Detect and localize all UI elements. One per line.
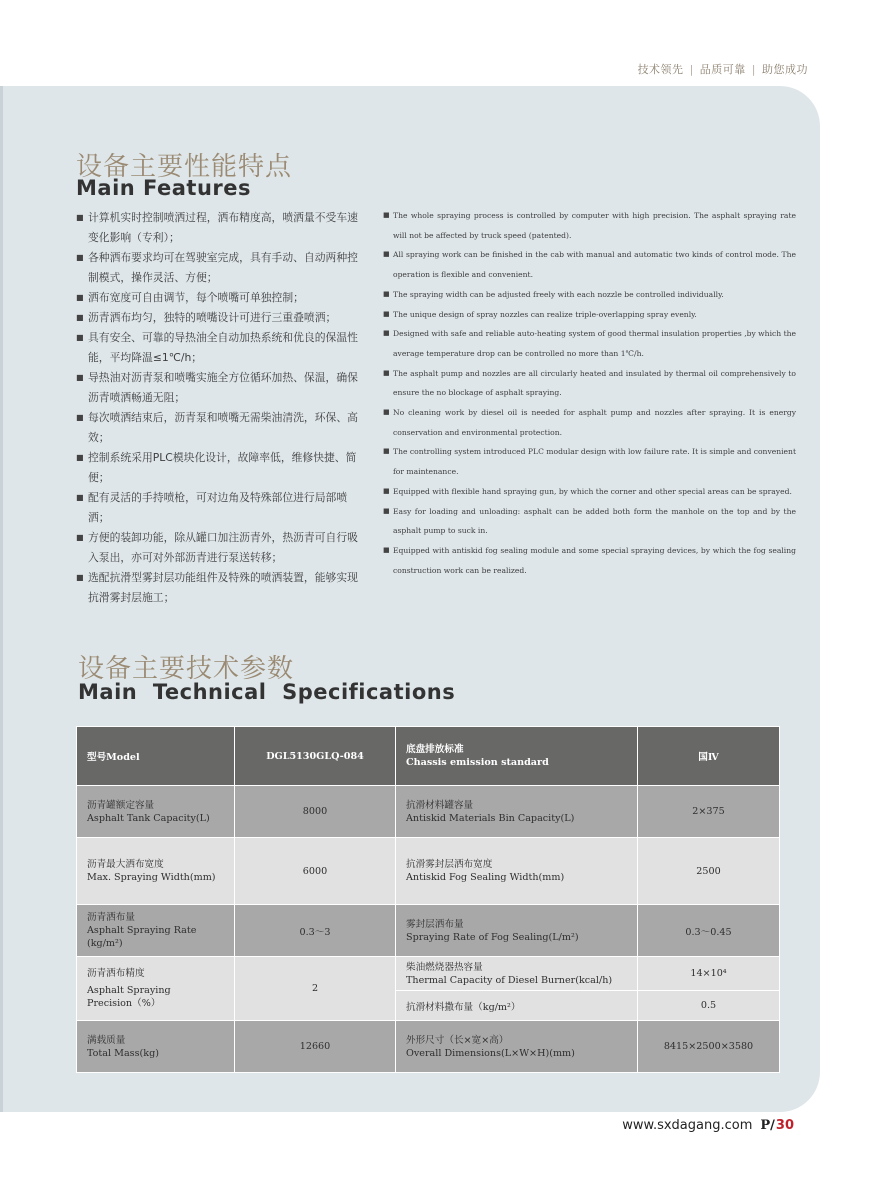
emission-label-en: Chassis emission standard bbox=[406, 757, 549, 768]
spec-value: 12660 bbox=[235, 1021, 396, 1073]
spec-label bbox=[396, 1021, 638, 1073]
feature-item-en: ■ Easy for loading and unloading: asphalt can be added both form the manhole on the top and by the asphalt pump to suck in. bbox=[383, 502, 796, 541]
feature-item-en: ■ The unique design of spray nozzles can realize triple-overlapping spray evenly. bbox=[383, 305, 796, 325]
spec-label-cn: 满载质量 bbox=[87, 1034, 126, 1046]
spec-label bbox=[396, 786, 638, 838]
spec-label-cn: 抗滑材料罐容量 bbox=[406, 799, 474, 811]
table-header-row bbox=[77, 727, 780, 786]
feature-item-en: ■ Designed with safe and reliable auto-heating system of good thermal insulation properties ,by which the average temperature drop can be controlled no more than 1℃/h. bbox=[383, 324, 796, 363]
spec-label bbox=[77, 1021, 235, 1073]
specs-title-en: Main Technical Specifications bbox=[78, 680, 456, 704]
spec-value: 8000 bbox=[235, 786, 396, 838]
table-row bbox=[77, 838, 780, 905]
spec-label bbox=[396, 957, 638, 991]
spec-label-en: Asphalt Spraying bbox=[87, 985, 171, 996]
brand-logo: P/ bbox=[760, 1118, 775, 1133]
tagline bbox=[638, 61, 808, 77]
spec-label-cn: 抗滑雾封层洒布宽度 bbox=[406, 859, 493, 870]
feature-item-en: ■ The spraying width can be adjusted freely with each nozzle be controlled individually. bbox=[383, 285, 796, 305]
feature-item-cn: ■ 配有灵活的手持喷枪，可对边角及特殊部位进行局部喷洒； bbox=[76, 488, 368, 528]
spec-label-en: Asphalt Spraying Rate bbox=[87, 925, 197, 936]
spec-label bbox=[396, 838, 638, 905]
features-list-cn bbox=[76, 208, 368, 608]
tagline-item: 品质可靠 bbox=[699, 63, 746, 76]
spec-label bbox=[77, 786, 235, 838]
spec-label-cn: 沥青最大洒布宽度 bbox=[87, 859, 164, 870]
page-footer bbox=[622, 1118, 794, 1133]
feature-item-cn: ■ 计算机实时控制喷洒过程，洒布精度高，喷洒量不受车速变化影响（专利）； bbox=[76, 208, 368, 248]
spec-label-en: Spraying Rate of Fog Sealing(L/m²) bbox=[406, 931, 579, 943]
spec-value: 14×10⁴ bbox=[638, 957, 780, 991]
spec-label-en: Thermal Capacity of Diesel Burner(kcal/h) bbox=[406, 974, 613, 986]
spec-value: 0.3～3 bbox=[235, 905, 396, 957]
spec-label-en: Overall Dimensions(L×W×H)(mm) bbox=[406, 1047, 575, 1059]
spec-label bbox=[77, 905, 235, 957]
spec-value: 2 bbox=[235, 957, 396, 1021]
spec-value: 0.3～0.45 bbox=[638, 905, 780, 957]
tagline-item: 技术领先 bbox=[637, 63, 684, 76]
spec-label-en: Asphalt Tank Capacity(L) bbox=[87, 812, 210, 824]
feature-item-cn: ■ 洒布宽度可自由调节，每个喷嘴可单独控制； bbox=[76, 288, 368, 308]
table-row bbox=[77, 1021, 780, 1073]
feature-item-cn: ■ 导热油对沥青泵和喷嘴实施全方位循环加热、保温，确保沥青喷洒畅通无阻； bbox=[76, 368, 368, 408]
header-emission-label bbox=[396, 727, 638, 786]
table-row bbox=[77, 786, 780, 838]
features-title-en: Main Features bbox=[76, 176, 252, 200]
spec-value: 2500 bbox=[638, 838, 780, 905]
spec-label bbox=[77, 838, 235, 905]
page-number: 30 bbox=[775, 1118, 794, 1133]
header-emission-value: 国Ⅳ bbox=[638, 727, 780, 786]
specifications-table bbox=[76, 726, 780, 1073]
spec-value: 6000 bbox=[235, 838, 396, 905]
header-model-value: DGL5130GLQ-084 bbox=[235, 727, 396, 786]
spec-label-en: Max. Spraying Width(mm) bbox=[87, 872, 216, 883]
feature-item-cn: ■ 方便的装卸功能，除从罐口加注沥青外，热沥青可自行吸入泵出，亦可对外部沥青进行泵送转移； bbox=[76, 528, 368, 568]
spec-label bbox=[396, 905, 638, 957]
tagline-separator: | bbox=[689, 63, 694, 76]
header-model-label: 型号Model bbox=[77, 727, 235, 786]
spec-label-cn: 沥青洒布量 bbox=[87, 912, 135, 923]
spec-label-en: Antiskid Materials Bin Capacity(L) bbox=[406, 812, 575, 824]
feature-item-en: ■ No cleaning work by diesel oil is needed for asphalt pump and nozzles after spraying. It is energy conservation and environmental protection. bbox=[383, 403, 796, 442]
spec-value: 8415×2500×3580 bbox=[638, 1021, 780, 1073]
spec-value: 0.5 bbox=[638, 991, 780, 1021]
features-title-cn: 设备主要性能特点 bbox=[76, 152, 293, 182]
feature-item-cn: ■ 具有安全、可靠的导热油全自动加热系统和优良的保温性能，平均降温≤1℃/h； bbox=[76, 328, 368, 368]
tagline-item: 助您成功 bbox=[762, 63, 808, 76]
emission-label-cn: 底盘排放标准 bbox=[406, 744, 464, 755]
spec-label-cn: 柴油燃烧器热容量 bbox=[406, 961, 483, 973]
feature-item-cn: ■ 每次喷洒结束后，沥青泵和喷嘴无需柴油清洗，环保、高效； bbox=[76, 408, 368, 448]
feature-item-en: ■ The controlling system introduced PLC modular design with low failure rate. It is simple and convenient for maintenance. bbox=[383, 442, 796, 481]
spec-label-en: Total Mass(kg) bbox=[87, 1047, 159, 1059]
panel-edge bbox=[0, 86, 3, 1112]
spec-label: 抗滑材料撒布量（kg/m²） bbox=[396, 991, 638, 1021]
spec-label-cn: 外形尺寸（长×宽×高） bbox=[406, 1034, 509, 1046]
feature-item-cn: ■ 沥青洒布均匀，独特的喷嘴设计可进行三重叠喷洒； bbox=[76, 308, 368, 328]
specs-title-cn: 设备主要技术参数 bbox=[78, 654, 295, 684]
feature-item-en: ■ All spraying work can be finished in the cab with manual and automatic two kinds of control mode. The operation is flexible and convenient. bbox=[383, 245, 796, 284]
feature-item-cn: ■ 选配抗滑型雾封层功能组件及特殊的喷洒装置，能够实现抗滑雾封层施工； bbox=[76, 568, 368, 608]
spec-label-en: Antiskid Fog Sealing Width(mm) bbox=[406, 872, 565, 883]
spec-value: 2×375 bbox=[638, 786, 780, 838]
feature-item-en: ■ The asphalt pump and nozzles are all circularly heated and insulated by thermal oil comprehensively to ensure the no blockage of asphalt spraying. bbox=[383, 364, 796, 403]
feature-item-cn: ■ 各种洒布要求均可在驾驶室完成，具有手动、自动两种控制模式，操作灵活、方便； bbox=[76, 248, 368, 288]
feature-item-en: ■ Equipped with flexible hand spraying gun, by which the corner and other special areas can be sprayed. bbox=[383, 482, 796, 502]
tagline-separator: | bbox=[751, 63, 756, 76]
features-list-en bbox=[383, 206, 796, 580]
website-url: www.sxdagang.com bbox=[622, 1118, 753, 1133]
spec-label-cn: 沥青罐额定容量 bbox=[87, 799, 155, 811]
feature-item-en: ■ Equipped with antiskid fog sealing module and some special spraying devices, by which the fog sealing construction work can be realized. bbox=[383, 541, 796, 580]
table-row bbox=[77, 957, 780, 991]
spec-label-en-unit: (kg/m²) bbox=[87, 938, 123, 949]
feature-item-cn: ■ 控制系统采用PLC模块化设计，故障率低，维修快捷、简便； bbox=[76, 448, 368, 488]
spec-label-en-unit: Precision（%） bbox=[87, 998, 161, 1009]
spec-label-cn: 雾封层洒布量 bbox=[406, 918, 464, 930]
spec-label bbox=[77, 957, 235, 1021]
table-row bbox=[77, 905, 780, 957]
feature-item-en: ■ The whole spraying process is controlled by computer with high precision. The asphalt spraying rate will not be affected by truck speed (patented). bbox=[383, 206, 796, 245]
spec-label-cn: 沥青洒布精度 bbox=[87, 968, 145, 979]
